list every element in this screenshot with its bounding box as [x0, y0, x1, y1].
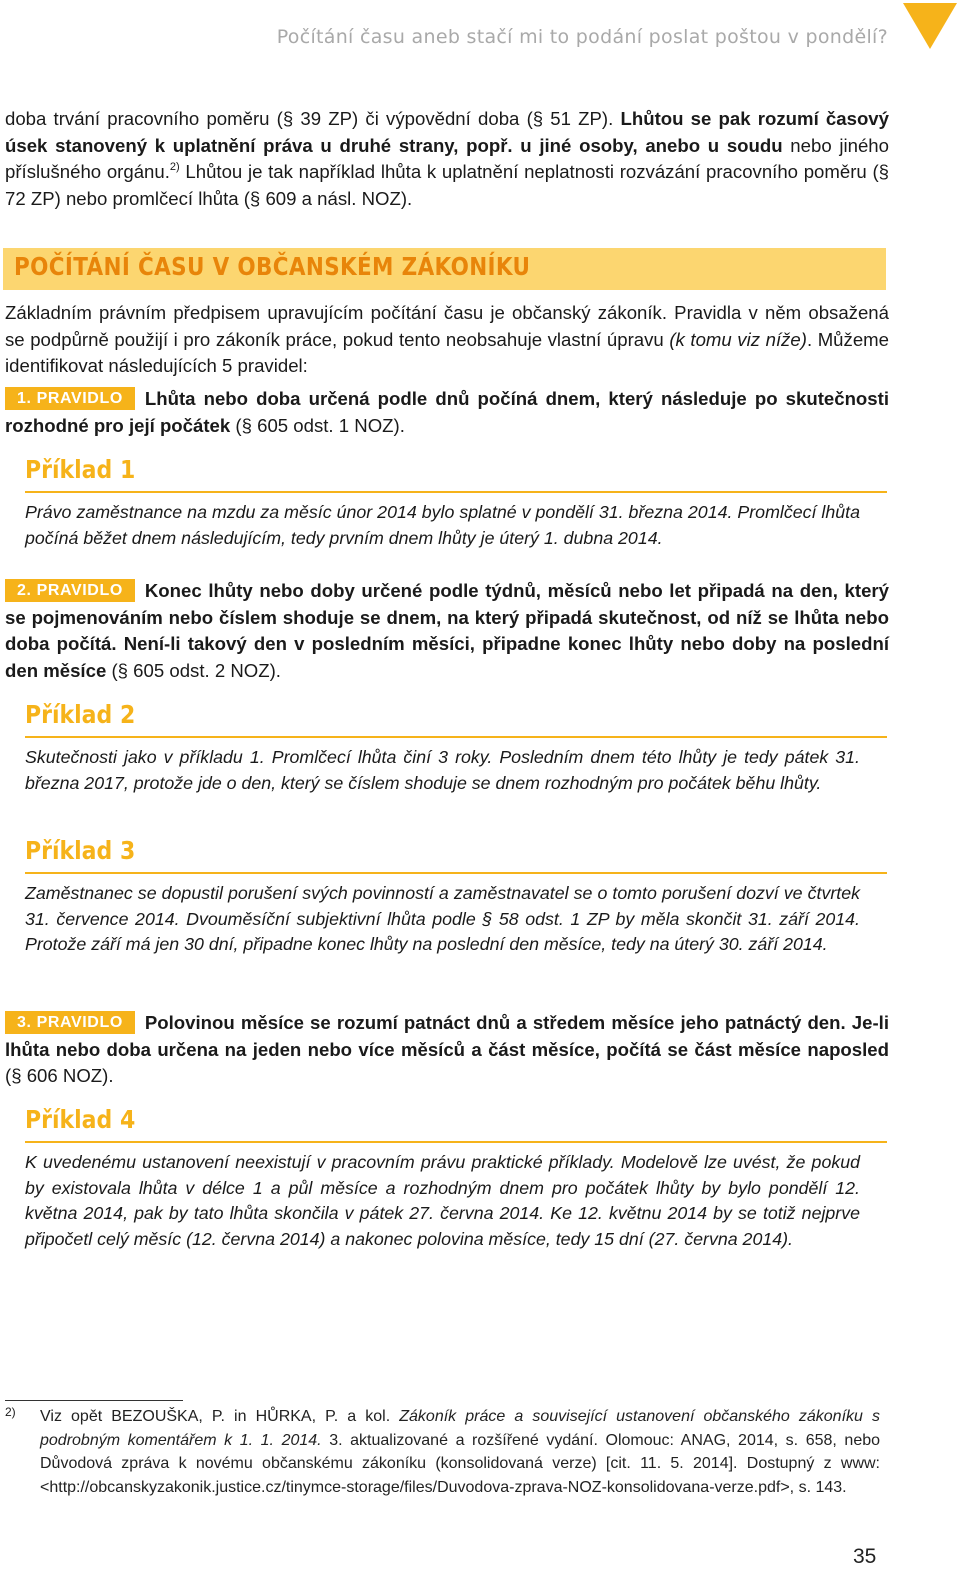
page-number: 35: [853, 1545, 877, 1568]
section-title: POČÍTÁNÍ ČASU V OBČANSKÉM ZÁKONÍKU: [14, 252, 531, 281]
footnote-ref[interactable]: 2): [169, 161, 180, 173]
footnote-text: [40, 1405, 880, 1499]
rule-reference: (§ 605 odst. 2 NOZ).: [106, 659, 281, 681]
footnote-part: Viz opět BEZOUŠKA, P. in HŮRKA, P. a kol.: [40, 1408, 400, 1425]
rule-reference: (§ 606 NOZ).: [5, 1065, 114, 1086]
rule-text: Konec lhůty nebo doby určené podle týdnů, měsíců nebo let připadá na den, který se pojmenováním nebo číslem shoduje se dnem, na který připadá skutečnost, od níž se lhůta nebo doba počítá. Není-li takový den v posledním měsíci, připadne konec lhůty nebo doby na poslední den měsíce: [5, 580, 889, 681]
rule-text: Polovinou měsíce se rozumí patnáct dnů a středem měsíce jeho patnáctý den. Je-li lhůta nebo doba určena na jeden nebo více měsíců a část měsíce, počítá se část měsíce naposled: [5, 1012, 889, 1060]
example-divider: [25, 491, 887, 493]
example-title: Příklad 1: [25, 455, 136, 484]
footnote-book-title: Zákoník práce a související ustanovení občanského zákoníku s podrobným komentářem k 1. 1. 2014.: [40, 1408, 880, 1449]
intro-text-3: Lhůtou je tak například lhůta k uplatnění neplatnosti rozvázání pracovního poměru (§ 72 ZP) nebo promlčecí lhůta (§ 609 a násl. NOZ).: [5, 161, 889, 209]
rule-badge: 1. PRAVIDLO: [5, 387, 135, 410]
footnote-part-2: 3. aktualizované a rozšířené vydání. Olomouc: ANAG, 2014, s. 658, nebo Důvodová zpráva k novému občanskému zákoníku (konsolidovaná verze) [cit. 11. 5. 2014]. Dostupný z www: <http://obcanskyzakonik.justice.cz/tinymce-storage/files/Duvodova-zprava-NOZ-konsolidovana-verze.pdf>, s. 143.: [40, 1431, 881, 1496]
section-text-end: . Můžeme identifikovat následujících 5 pravidel:: [5, 328, 889, 376]
rule-reference: (§ 605 odst. 1 NOZ).: [230, 414, 405, 436]
footnote-divider: [5, 1400, 183, 1401]
rule-badge: 2. PRAVIDLO: [5, 579, 135, 602]
intro-text-2: nebo jiného příslušného orgánu.: [5, 134, 889, 182]
example-divider: [25, 872, 887, 874]
section-intro-paragraph: [5, 300, 889, 380]
example-divider: [25, 1141, 887, 1143]
intro-text: doba trvání pracovního poměru (§ 39 ZP) či výpovědní doba (§ 51 ZP).: [5, 108, 621, 129]
rule-1: [5, 386, 889, 439]
rule-3: [5, 1010, 889, 1090]
rule-badge: 3. PRAVIDLO: [5, 1011, 135, 1034]
section-text: Základním právním předpisem upravujícím počítání času je občanský zákoník. Pravidla v něm obsažená se podpůrně použijí i pro zákoník práce, pokud tento neobsahuje vlastní úpravu: [5, 302, 889, 350]
intro-bold: Lhůtou se pak rozumí časový úsek stanovený k uplatnění práva u druhé strany, popř. u jiné osoby, anebo u soudu: [5, 108, 889, 156]
example-text: K uvedenému ustanovení neexistují v pracovním právu praktické příklady. Modelově lze uvést, že pokud by existovala lhůta v délce 1 a půl měsíce a rozhodným dnem pro počátek lhůty by bylo pondělí 12. května 2014, pak by tato lhůta skončila v pátek 27. června 2014. Ke 12. květnu 2014 by se totiž nejprve připočetl celý měsíc (12. června 2014) a nakonec polovina měsíce, tedy 15 dní (27. června 2014).: [25, 1152, 860, 1249]
example-title: Příklad 2: [25, 700, 136, 729]
corner-triangle-marker: [903, 3, 957, 49]
example-text: Zaměstnanec se dopustil porušení svých povinností a zaměstnavatel se o tomto porušení dozví ve čtvrtek 31. července 2014. Dvouměsíční subjektivní lhůta podle § 58 odst. 1 ZP by měla skončit 31. září 2014. Protože září má jen 30 dní, připadne konec lhůty na poslední den měsíce, tedy na úterý 30. září 2014.: [25, 883, 860, 954]
rule-2: [5, 578, 889, 684]
section-italic: (k tomu viz níže): [669, 328, 807, 350]
intro-paragraph: [5, 106, 889, 212]
example-title: Příklad 3: [25, 836, 136, 865]
footnote-number: 2): [5, 1405, 16, 1419]
example-text: Právo zaměstnance na mzdu za měsíc únor 2014 bylo splatné v pondělí 31. března 2014. Promlčecí lhůta počíná běžet dnem následujícím, tedy prvním dnem lhůty je úterý 1. dubna 2014.: [25, 502, 860, 548]
running-header: Počítání času aneb stačí mi to podání poslat poštou v pondělí?: [276, 26, 888, 48]
example-text: Skutečnosti jako v příkladu 1. Promlčecí lhůta činí 3 roky. Posledním dnem této lhůty je tedy pátek 31. března 2017, protože jde o den, který se číslem shoduje se dnem rozhodným pro počátek běhu lhůty.: [25, 747, 860, 793]
example-divider: [25, 736, 887, 738]
rule-text: Lhůta nebo doba určená podle dnů počíná dnem, který následuje po skutečnosti rozhodné pro její počátek: [5, 388, 889, 436]
example-title: Příklad 4: [25, 1105, 136, 1134]
